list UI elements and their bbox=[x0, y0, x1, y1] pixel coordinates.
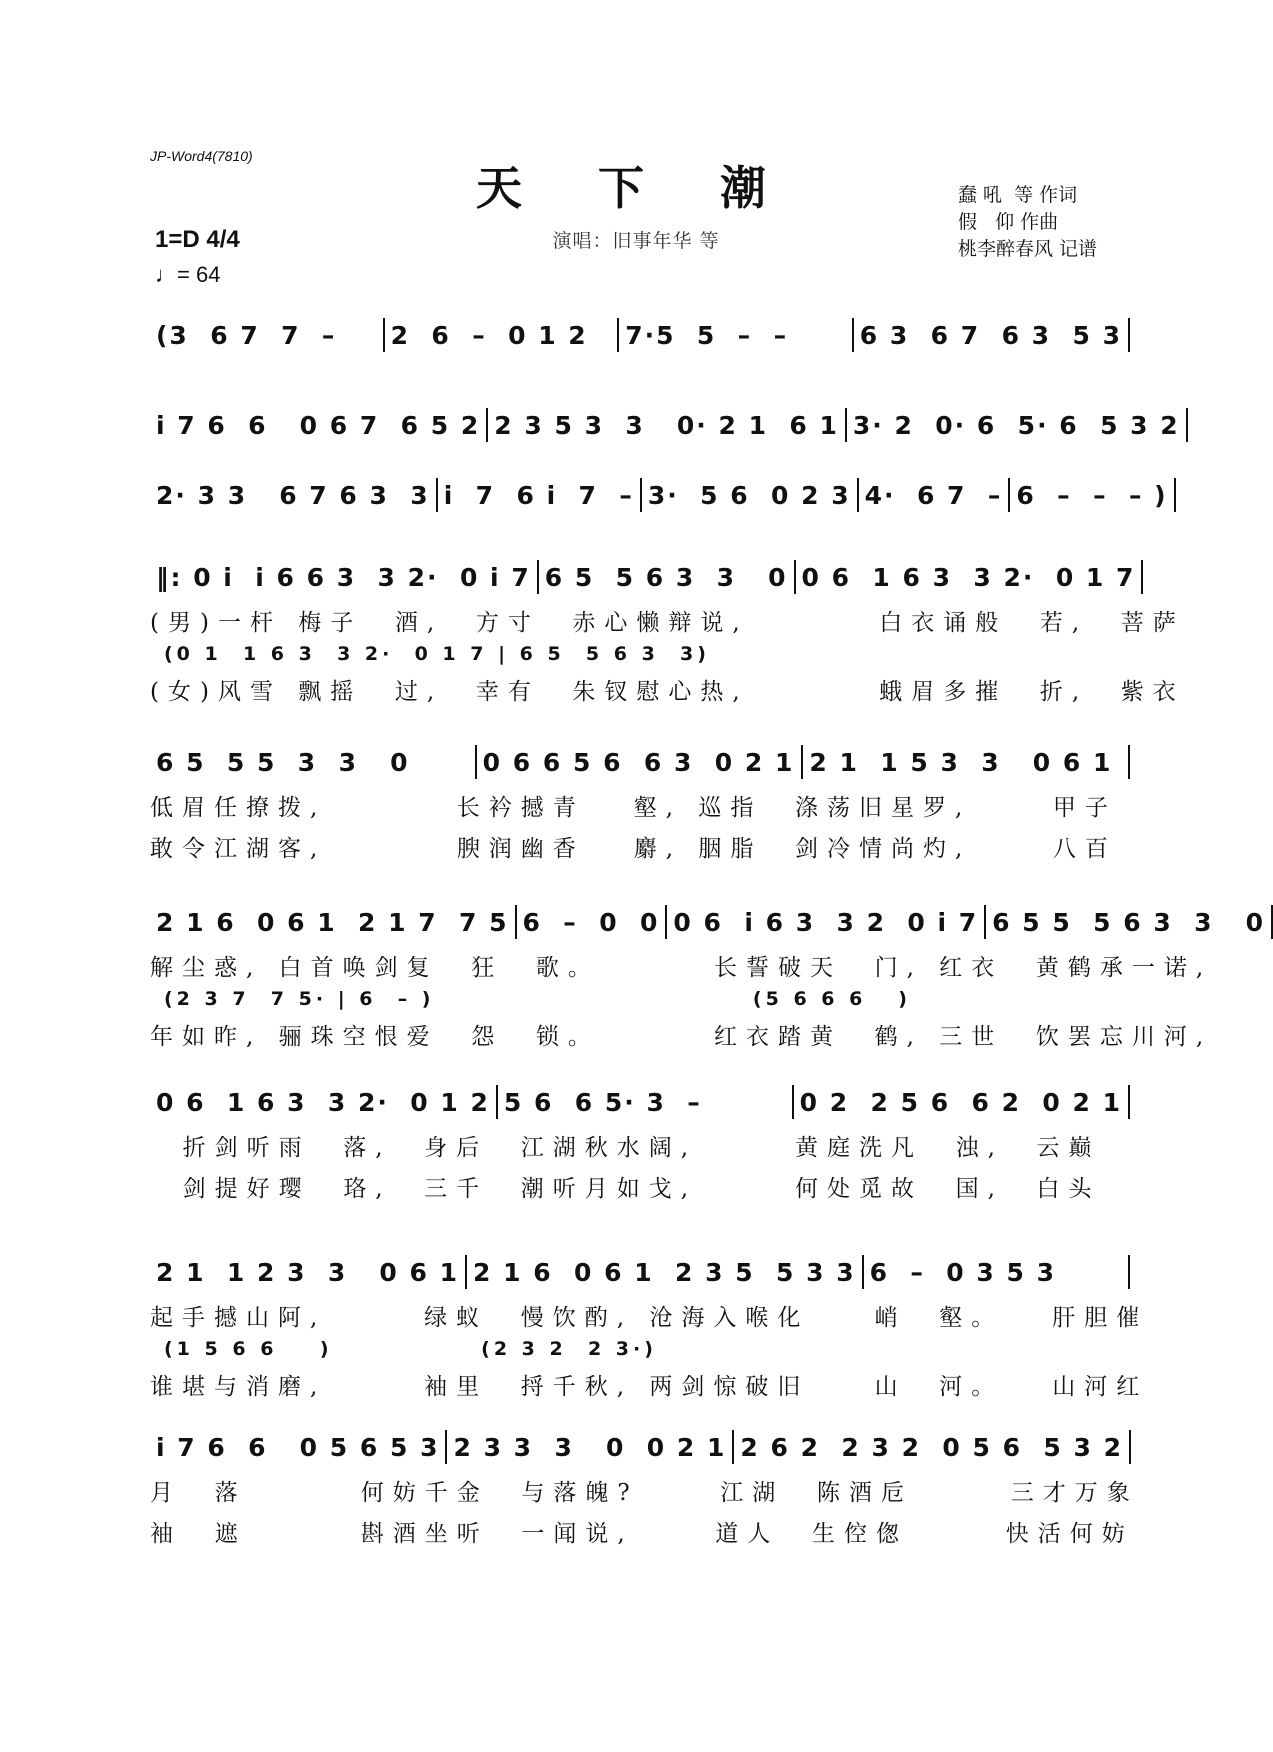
measure: 6 5 5 6 3 3 0 bbox=[544, 562, 788, 592]
measure: 2 6 2 2 3 2 0 5 6 5 3 2 bbox=[740, 1432, 1123, 1462]
barline bbox=[1129, 1430, 1131, 1464]
notation-line bbox=[150, 1430, 1130, 1466]
notation-line bbox=[150, 318, 1130, 354]
measure: 2· 3 3 6 7 6 3 3 bbox=[156, 480, 430, 510]
lyric-line-1: 起手撼山阿, 绿蚁 慢饮酌, 沧海入喉化 峭 壑。 肝胆催 bbox=[150, 1305, 1149, 1331]
lyric-line-1: 低眉任撩拨, 长衿撼青 壑, 巡指 涤荡旧星罗, 甲子 bbox=[150, 795, 1117, 821]
notation-line bbox=[150, 408, 1180, 444]
lyric-line-2: 剑提好璎 珞, 三千 潮听月如戈, 何处觅故 国, 白头 bbox=[150, 1176, 1101, 1202]
measure: 2 6 – 0 1 2 bbox=[390, 320, 588, 350]
interlude-notation: (0 1 1 6 3 3 2· 0 1 7 | 6 5 5 6 3 3) bbox=[164, 643, 710, 665]
tempo-marking: ♩= 64 bbox=[155, 262, 221, 287]
performer-line: 演唱：旧事年华 等 bbox=[552, 230, 720, 252]
measure: 0 6 6 5 6 6 3 0 2 1 bbox=[482, 747, 795, 777]
score-system bbox=[150, 1255, 1149, 1401]
measure: 0 6 1 6 3 3 2· 0 1 7 bbox=[801, 562, 1136, 592]
score-system bbox=[150, 318, 1130, 354]
interlude-notation: (1 5 6 6 ) (2 3 2 2 3·) bbox=[164, 1338, 657, 1360]
measure: 2 1 1 5 3 3 0 6 1 bbox=[809, 747, 1113, 777]
measure: 0 2 2 5 6 6 2 0 2 1 bbox=[799, 1087, 1122, 1117]
score-system bbox=[150, 1430, 1139, 1548]
lyric-line-2: 敢令江湖客, 腴润幽香 麝, 胭脂 剑冷情尚灼, 八百 bbox=[150, 836, 1117, 862]
score-system bbox=[150, 478, 1168, 514]
credit-music: 假 仰 作曲 bbox=[958, 211, 1059, 233]
score-system bbox=[150, 560, 1185, 706]
score-system bbox=[150, 745, 1130, 863]
barline bbox=[1174, 478, 1176, 512]
measure: 2 1 6 0 6 1 2 3 5 5 3 3 bbox=[473, 1257, 856, 1287]
measure: ‖: 0 i i 6 6 3 3 2· 0 i 7 bbox=[156, 562, 531, 592]
measure: 7·5 5 – – bbox=[625, 320, 789, 350]
measure: 6 – 0 3 5 3 bbox=[869, 1257, 1056, 1287]
score-system bbox=[150, 408, 1180, 444]
lyric-line-1: 月 落 何妨千金 与落魄? 江湖 陈酒卮 三才万象 bbox=[150, 1480, 1139, 1506]
lyric-line-2: 袖 遮 斟酒坐听 一闻说, 道人 生倥偬 快活何妨 bbox=[150, 1521, 1134, 1547]
lyric-line-2: 年如昨, 骊珠空恨爱 怨 锁。 红衣踏黄 鹤, 三世 饮罢忘川河, bbox=[150, 1024, 1213, 1050]
measure: 6 – – – ) bbox=[1016, 480, 1168, 510]
measure: (3 6 7 7 – bbox=[156, 320, 337, 350]
notation-line bbox=[150, 745, 1130, 781]
measure: i 7 6 6 0 6 7 6 5 2 bbox=[156, 410, 481, 440]
measure: 6 – 0 0 bbox=[522, 907, 660, 937]
credit-transcriber: 桃李醉春风 记谱 bbox=[958, 238, 1098, 260]
lyric-line-2: 谁堪与消磨, 袖里 捋千秋, 两剑惊破旧 山 河。 山河红 bbox=[150, 1374, 1149, 1400]
key-signature: 1=D 4/4 bbox=[155, 226, 240, 253]
score-system bbox=[150, 905, 1266, 1051]
barline bbox=[1141, 560, 1143, 594]
barline bbox=[1186, 408, 1188, 442]
lyric-line-1: (男)一杆 梅子 酒, 方寸 赤心懒辩说, 白衣诵般 若, 菩萨 bbox=[150, 610, 1185, 636]
measure: 2 1 1 2 3 3 0 6 1 bbox=[156, 1257, 459, 1287]
lyric-line-1: 折剑听雨 落, 身后 江湖秋水阔, 黄庭洗凡 浊, 云巅 bbox=[150, 1135, 1101, 1161]
measure: i 7 6 6 0 5 6 5 3 bbox=[156, 1432, 440, 1462]
credit-lyrics: 蠢 吼 等 作词 bbox=[958, 184, 1078, 206]
measure: 2 3 5 3 3 0· 2 1 6 1 bbox=[494, 410, 839, 440]
notation-line bbox=[150, 1085, 1130, 1121]
measure: 0 6 i 6 3 3 2 0 i 7 bbox=[673, 907, 979, 937]
notation-line bbox=[150, 560, 1136, 596]
notation-line bbox=[150, 1255, 1130, 1291]
score-system bbox=[150, 1085, 1130, 1203]
measure: 6 3 6 7 6 3 5 3 bbox=[859, 320, 1122, 350]
interlude-notation: (2 3 7 7 5· | 6 – ) (5 6 6 6 ) bbox=[164, 988, 911, 1010]
software-label: JP-Word4(7810) bbox=[150, 148, 253, 164]
lyric-line-1: 解尘惑, 白首唤剑复 狂 歌。 长誓破天 门, 红衣 黄鹤承一诺, bbox=[150, 955, 1213, 981]
barline bbox=[1128, 318, 1130, 352]
barline bbox=[1128, 745, 1130, 779]
lyric-line-2: (女)风雪 飘摇 过, 幸有 朱钗慰心热, 蛾眉多摧 折, 紫衣 bbox=[150, 679, 1185, 705]
measure: 4· 6 7 – bbox=[864, 480, 1003, 510]
measure: i 7 6 i 7 – bbox=[443, 480, 634, 510]
measure: 6 5 5 5 6 3 3 0 bbox=[992, 907, 1266, 937]
song-title: 天 下 潮 bbox=[475, 161, 797, 215]
barline bbox=[1128, 1085, 1130, 1119]
credits-block bbox=[958, 182, 1097, 263]
notation-line bbox=[150, 478, 1168, 514]
measure: 6 5 5 5 3 3 0 bbox=[156, 747, 410, 777]
measure: 2 3 3 3 0 0 2 1 bbox=[453, 1432, 727, 1462]
barline bbox=[1128, 1255, 1130, 1289]
notation-line bbox=[150, 905, 1266, 941]
measure: 2 1 6 0 6 1 2 1 7 7 5 bbox=[156, 907, 509, 937]
measure: 3· 2 0· 6 5· 6 5 3 2 bbox=[852, 410, 1180, 440]
measure: 5 6 6 5· 3 – bbox=[503, 1087, 702, 1117]
measure: 0 6 1 6 3 3 2· 0 1 2 bbox=[156, 1087, 490, 1117]
measure: 3· 5 6 0 2 3 bbox=[647, 480, 851, 510]
